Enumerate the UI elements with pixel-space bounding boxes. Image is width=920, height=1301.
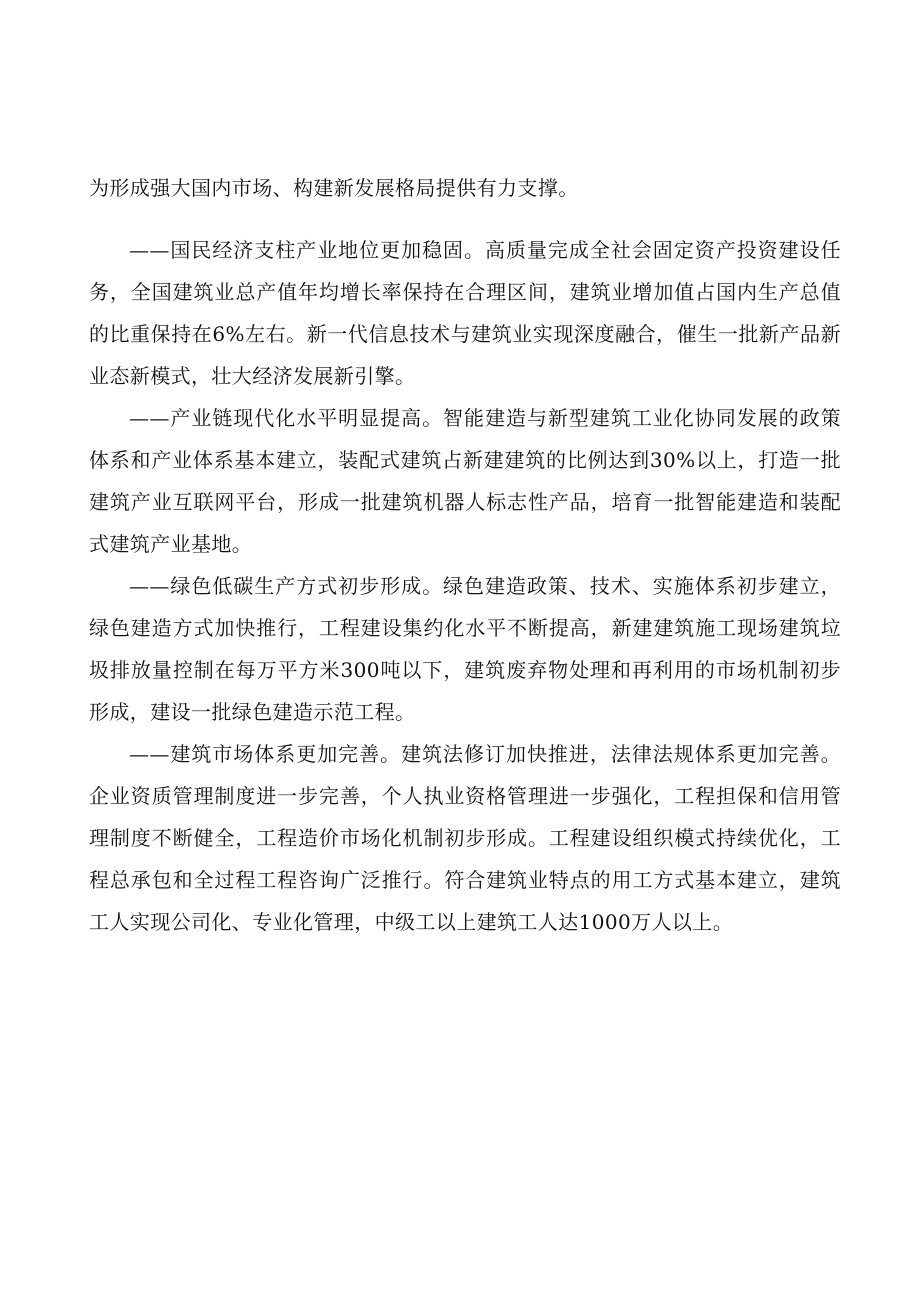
paragraph-industrial-chain: ——产业链现代化水平明显提高。智能建造与新型建筑工业化协同发展的政策体系和产业体系基本建立，装配式建筑占新建建筑的比例达到30%以上，打造一批建筑产业互联网平台，形成一批建筑机器人标志性产品，培育一批智能建造和装配式建筑产业基地。	[89, 406, 841, 556]
paragraph-green-low-carbon: ——绿色低碳生产方式初步形成。绿色建造政策、技术、实施体系初步建立，绿色建造方式加快推行，工程建设集约化水平不断提高，新建建筑施工现场建筑垃圾排放量控制在每万平方米300吨以下，建筑废弃物处理和再利用的市场机制初步形成，建设一批绿色建造示范工程。	[89, 574, 841, 724]
paragraph-economic-pillar: ——国民经济支柱产业地位更加稳固。高质量完成全社会固定资产投资建设任务，全国建筑业总产值年均增长率保持在合理区间，建筑业增加值占国内生产总值的比重保持在6%左右。新一代信息技术与建筑业实现深度融合，催生一批新产品新业态新模式，壮大经济发展新引擎。	[89, 238, 841, 388]
document-body	[89, 167, 841, 943]
paragraph-market-system: ——建筑市场体系更加完善。建筑法修订加快推进，法律法规体系更加完善。企业资质管理制度进一步完善，个人执业资格管理进一步强化，工程担保和信用管理制度不断健全，工程造价市场化机制初步形成。工程建设组织模式持续优化，工程总承包和全过程工程咨询广泛推行。符合建筑业特点的用工方式基本建立，建筑工人实现公司化、专业化管理，中级工以上建筑工人达1000万人以上。	[89, 742, 841, 934]
paragraph-continuation: 为形成强大国内市场、构建新发展格局提供有力支撑。	[89, 176, 579, 200]
